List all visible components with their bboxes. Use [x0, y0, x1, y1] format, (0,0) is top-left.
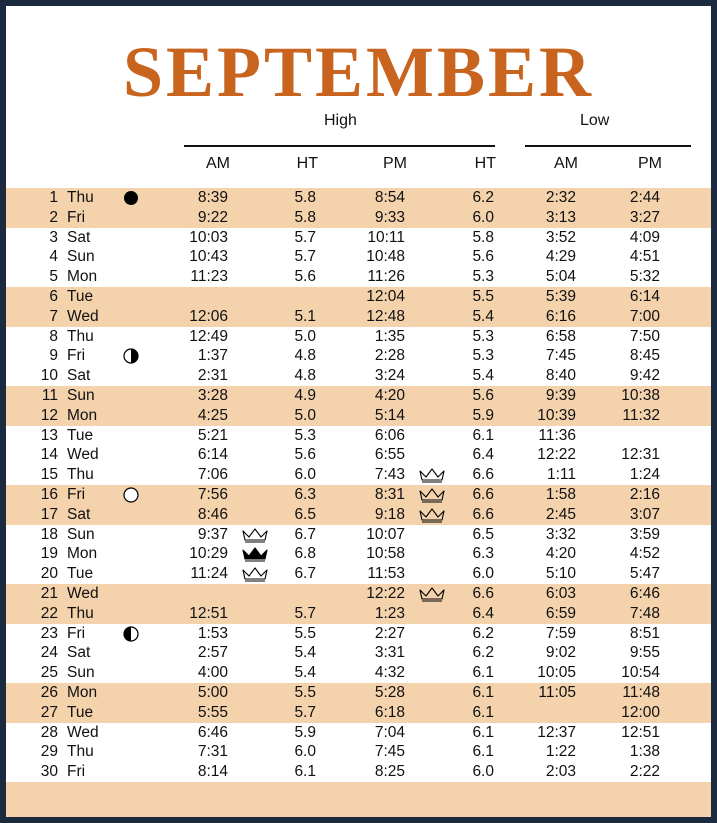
high-pm-height: 6.0 — [472, 565, 494, 583]
tide-day-number: 11 — [41, 386, 58, 404]
high-pm-height: 6.0 — [472, 208, 494, 226]
high-pm-height: 6.1 — [472, 723, 494, 741]
low-am-time: 6:16 — [545, 307, 576, 325]
low-am-time: 6:03 — [545, 584, 576, 602]
high-pm-time: 10:48 — [366, 248, 405, 266]
high-am-time: 7:56 — [197, 485, 228, 503]
tide-day-number: 3 — [49, 228, 58, 246]
last-quarter-moon-icon — [123, 626, 139, 642]
high-pm-time: 7:43 — [374, 466, 405, 484]
table-row — [6, 742, 711, 762]
high-group-rule — [184, 145, 495, 147]
high-am-time: 7:31 — [197, 743, 228, 761]
high-pm-time: 12:04 — [366, 287, 405, 305]
table-row — [6, 703, 711, 723]
high-pm-time: 10:11 — [367, 228, 405, 246]
table-row — [6, 762, 711, 782]
tide-weekday: Sat — [67, 644, 91, 662]
high-pm-height: 6.2 — [472, 624, 494, 642]
tide-day-number: 7 — [49, 307, 58, 325]
table-row — [6, 247, 711, 267]
high-pm-time: 5:14 — [374, 406, 405, 424]
tide-weekday: Sat — [67, 228, 91, 246]
low-am-time: 9:39 — [545, 386, 576, 404]
low-pm-time: 7:50 — [629, 327, 660, 345]
high-am-time: 1:53 — [197, 624, 228, 642]
low-pm-time: 2:22 — [629, 763, 660, 781]
low-am-time: 11:05 — [538, 683, 576, 701]
high-am-height: 5.5 — [294, 683, 316, 701]
high-am-height: 4.9 — [294, 386, 316, 404]
low-am-time: 7:45 — [545, 347, 576, 365]
tide-day-number: 14 — [40, 446, 58, 464]
high-am-time: 5:21 — [197, 426, 228, 444]
high-pm-time: 6:06 — [374, 426, 405, 444]
low-am-time: 3:52 — [545, 228, 576, 246]
table-row — [6, 406, 711, 426]
tide-weekday: Wed — [67, 584, 99, 602]
low-tide-group-label: Low — [580, 112, 610, 129]
tide-day-number: 15 — [40, 466, 58, 484]
table-row — [6, 426, 711, 446]
tide-day-number: 19 — [40, 545, 58, 563]
tide-day-number: 22 — [40, 604, 58, 622]
low-am-time: 2:45 — [545, 505, 576, 523]
high-am-height: 5.0 — [294, 406, 316, 424]
low-pm-time: 9:42 — [629, 367, 660, 385]
high-pm-height: 5.6 — [472, 386, 494, 404]
high-am-time: 6:46 — [197, 723, 228, 741]
high-pm-time: 10:07 — [366, 525, 405, 543]
low-pm-time: 4:51 — [629, 248, 660, 266]
table-row — [6, 485, 711, 505]
low-pm-time: 6:14 — [629, 287, 660, 305]
footer-band — [6, 782, 711, 817]
high-pm-time: 5:28 — [374, 683, 405, 701]
tide-day-number: 12 — [40, 406, 58, 424]
high-pm-height: 6.1 — [472, 664, 494, 682]
high-am-height: 6.8 — [294, 545, 316, 563]
low-am-time: 8:40 — [545, 367, 576, 385]
crown-icon — [418, 487, 446, 503]
high-pm-height: 5.8 — [472, 228, 494, 246]
high-pm-time: 1:35 — [374, 327, 405, 345]
low-pm-time: 9:55 — [629, 644, 660, 662]
tide-weekday: Sun — [67, 248, 95, 266]
tide-day-number: 25 — [40, 664, 58, 682]
tide-weekday: Fri — [67, 485, 86, 503]
low-pm-time: 8:51 — [629, 624, 660, 642]
tide-weekday: Thu — [67, 466, 94, 484]
high-am-height: 5.7 — [294, 604, 316, 622]
high-pm-height: 6.1 — [472, 683, 494, 701]
new-moon-icon — [123, 190, 139, 206]
high-pm-time: 12:22 — [366, 584, 405, 602]
high-am-height: 6.3 — [294, 485, 316, 503]
full-moon-icon — [123, 487, 139, 503]
high-am-time: 11:24 — [190, 565, 228, 583]
tide-day-number: 17 — [40, 505, 58, 523]
high-am-height: 6.7 — [294, 525, 316, 543]
low-am-time: 10:05 — [537, 664, 576, 682]
high-am-time: 5:00 — [197, 683, 228, 701]
low-pm-time: 4:09 — [629, 228, 660, 246]
high-am-time: 9:37 — [197, 525, 228, 543]
tide-day-number: 21 — [40, 584, 58, 602]
low-pm-time: 4:52 — [629, 545, 660, 563]
high-pm-height: 5.3 — [472, 268, 494, 286]
low-am-time: 7:59 — [545, 624, 576, 642]
high-am-time: 12:49 — [189, 327, 228, 345]
low-pm-time: 8:45 — [629, 347, 660, 365]
high-pm-height: 6.2 — [472, 644, 494, 662]
low-am-time: 5:10 — [545, 565, 576, 583]
high-pm-height: 6.0 — [472, 763, 494, 781]
tide-weekday: Sun — [67, 386, 95, 404]
high-pm-height: 5.4 — [472, 307, 494, 325]
table-row — [6, 584, 711, 604]
high-am-height: 6.0 — [294, 466, 316, 484]
tide-day-number: 23 — [40, 624, 58, 642]
high-am-time: 4:25 — [197, 406, 228, 424]
col-low-am: AM — [554, 155, 578, 172]
high-am-time: 6:14 — [197, 446, 228, 464]
tide-day-number: 18 — [40, 525, 58, 543]
tide-day-number: 20 — [40, 565, 58, 583]
high-pm-height: 6.1 — [472, 703, 494, 721]
tide-weekday: Tue — [67, 703, 94, 721]
high-pm-time: 7:45 — [374, 743, 405, 761]
high-am-height: 5.8 — [294, 208, 316, 226]
low-am-time: 4:20 — [545, 545, 576, 563]
low-pm-time: 1:38 — [629, 743, 660, 761]
low-pm-time: 7:48 — [629, 604, 660, 622]
low-am-time: 2:32 — [545, 189, 576, 206]
high-pm-height: 6.6 — [472, 505, 494, 523]
high-am-height: 5.8 — [294, 189, 316, 206]
low-pm-time: 2:44 — [629, 189, 660, 206]
tide-day-number: 8 — [49, 327, 58, 345]
low-pm-time: 12:00 — [621, 703, 660, 721]
high-pm-time: 4:32 — [374, 664, 405, 682]
high-pm-height: 6.4 — [472, 604, 494, 622]
high-pm-time: 12:48 — [366, 307, 405, 325]
table-row — [6, 564, 711, 584]
high-am-time: 10:29 — [189, 545, 228, 563]
tide-weekday: Thu — [67, 327, 94, 345]
month-title: SEPTEMBER — [122, 32, 595, 112]
tide-day-number: 29 — [40, 743, 58, 761]
tide-day-number: 1 — [49, 189, 58, 206]
high-am-time: 9:22 — [197, 208, 228, 226]
high-am-height: 6.0 — [294, 743, 316, 761]
table-row — [6, 188, 711, 208]
table-row — [6, 624, 711, 644]
low-am-time: 5:39 — [545, 287, 576, 305]
tide-weekday: Fri — [67, 347, 86, 365]
low-am-time: 9:02 — [545, 644, 576, 662]
tide-weekday: Mon — [67, 545, 98, 563]
low-am-time: 2:03 — [545, 763, 576, 781]
high-am-height: 5.4 — [294, 664, 316, 682]
table-row — [6, 663, 711, 683]
high-am-height: 5.3 — [294, 426, 316, 444]
table-row — [6, 604, 711, 624]
low-am-time: 10:39 — [537, 406, 576, 424]
high-am-height: 5.5 — [294, 624, 316, 642]
tide-day-number: 9 — [49, 347, 58, 365]
table-row — [6, 287, 711, 307]
table-row — [6, 683, 711, 703]
filled-crown-icon — [241, 546, 269, 562]
col-low-pm: PM — [638, 155, 662, 172]
high-pm-time: 9:18 — [374, 505, 405, 523]
high-pm-time: 6:55 — [374, 446, 405, 464]
tide-day-number: 10 — [40, 367, 58, 385]
high-pm-time: 7:04 — [374, 723, 405, 741]
low-am-time: 4:29 — [545, 248, 576, 266]
high-am-time: 11:23 — [190, 268, 228, 286]
low-am-time: 3:32 — [545, 525, 576, 543]
high-am-height: 5.0 — [294, 327, 316, 345]
tide-weekday: Sat — [67, 505, 91, 523]
tide-day-number: 24 — [40, 644, 58, 662]
crown-icon — [418, 467, 446, 483]
high-pm-time: 11:53 — [367, 565, 405, 583]
high-pm-time: 3:31 — [374, 644, 405, 662]
tide-weekday: Wed — [67, 446, 99, 464]
table-row — [6, 208, 711, 228]
col-high-pm: PM — [383, 155, 407, 172]
high-am-time: 7:06 — [197, 466, 228, 484]
low-pm-time: 3:07 — [629, 505, 660, 523]
high-pm-height: 5.3 — [472, 347, 494, 365]
tide-weekday: Mon — [67, 406, 98, 424]
low-pm-time: 10:54 — [621, 664, 660, 682]
crown-icon — [418, 586, 446, 602]
low-am-time: 12:22 — [537, 446, 576, 464]
col-high-pm-height: HT — [474, 155, 496, 172]
low-am-time: 1:11 — [546, 466, 576, 484]
low-pm-time: 3:59 — [629, 525, 660, 543]
high-pm-time: 6:18 — [374, 703, 405, 721]
high-pm-time: 8:54 — [374, 189, 405, 206]
high-am-height: 5.7 — [294, 703, 316, 721]
tide-day-number: 16 — [40, 485, 58, 503]
tide-calendar-card — [6, 6, 711, 817]
high-pm-height: 5.5 — [472, 287, 494, 305]
high-pm-height: 6.6 — [472, 466, 494, 484]
high-am-height: 6.5 — [294, 505, 316, 523]
table-row — [6, 723, 711, 743]
low-group-rule — [525, 145, 691, 147]
tide-weekday: Tue — [67, 426, 94, 444]
low-pm-time: 3:27 — [629, 208, 660, 226]
low-am-time: 5:04 — [545, 268, 576, 286]
low-pm-time: 5:47 — [629, 565, 660, 583]
low-am-time: 6:59 — [545, 604, 576, 622]
low-am-time: 1:58 — [545, 485, 576, 503]
col-high-am-height: HT — [296, 155, 318, 172]
table-row — [6, 445, 711, 465]
high-pm-time: 2:28 — [374, 347, 405, 365]
high-pm-height: 6.5 — [472, 525, 494, 543]
tide-weekday: Mon — [67, 268, 98, 286]
tide-day-number: 26 — [40, 683, 58, 701]
high-pm-time: 8:25 — [374, 763, 405, 781]
high-pm-time: 2:27 — [374, 624, 405, 642]
high-am-time: 12:51 — [189, 604, 228, 622]
tide-day-number: 5 — [49, 268, 58, 286]
high-am-time: 2:57 — [197, 644, 228, 662]
low-am-time: 11:36 — [538, 426, 576, 444]
tide-weekday: Tue — [67, 287, 94, 305]
high-pm-time: 9:33 — [374, 208, 405, 226]
high-am-height: 6.7 — [294, 565, 316, 583]
high-am-height: 5.9 — [294, 723, 316, 741]
tide-weekday: Sat — [67, 367, 91, 385]
high-pm-height: 5.4 — [472, 367, 494, 385]
table-row — [6, 386, 711, 406]
high-am-time: 8:46 — [197, 505, 228, 523]
high-am-time: 10:43 — [189, 248, 228, 266]
low-pm-time: 2:16 — [629, 485, 660, 503]
table-row — [6, 228, 711, 248]
tide-weekday: Wed — [67, 723, 99, 741]
low-pm-time: 11:32 — [622, 406, 660, 424]
tide-weekday: Wed — [67, 307, 99, 325]
tide-day-number: 30 — [40, 763, 58, 781]
high-am-time: 8:39 — [197, 189, 228, 206]
high-tide-group-label: High — [324, 112, 357, 129]
low-am-time: 12:37 — [537, 723, 576, 741]
low-pm-time: 12:31 — [621, 446, 660, 464]
tide-weekday: Sun — [67, 525, 95, 543]
tide-weekday: Tue — [67, 565, 94, 583]
tide-weekday: Fri — [67, 763, 86, 781]
tide-weekday: Mon — [67, 683, 98, 701]
high-pm-height: 6.6 — [472, 485, 494, 503]
high-am-time: 5:55 — [197, 703, 228, 721]
table-row — [6, 366, 711, 386]
table-row — [6, 327, 711, 347]
tide-weekday: Sun — [67, 664, 95, 682]
low-pm-time: 5:32 — [629, 268, 660, 286]
high-am-height: 5.7 — [294, 228, 316, 246]
table-row — [6, 307, 711, 327]
low-pm-time: 7:00 — [629, 307, 660, 325]
high-am-time: 8:14 — [197, 763, 228, 781]
high-am-time: 4:00 — [197, 664, 228, 682]
low-pm-time: 12:51 — [621, 723, 660, 741]
high-pm-height: 6.1 — [472, 743, 494, 761]
high-pm-time: 3:24 — [374, 367, 405, 385]
high-pm-height: 6.4 — [472, 446, 494, 464]
tide-day-number: 13 — [40, 426, 58, 444]
low-am-time: 3:13 — [545, 208, 576, 226]
tide-weekday: Thu — [67, 604, 94, 622]
high-am-height: 5.1 — [294, 307, 316, 325]
table-row — [6, 525, 711, 545]
tide-day-number: 4 — [49, 248, 58, 266]
col-high-am: AM — [206, 155, 230, 172]
high-pm-height: 5.3 — [472, 327, 494, 345]
high-am-height: 4.8 — [294, 347, 316, 365]
high-am-height: 4.8 — [294, 367, 316, 385]
high-am-time: 3:28 — [197, 386, 228, 404]
crown-icon — [241, 566, 269, 582]
low-pm-time: 6:46 — [629, 584, 660, 602]
low-pm-time: 1:24 — [629, 466, 660, 484]
table-row — [6, 267, 711, 287]
high-pm-time: 4:20 — [374, 386, 405, 404]
high-am-time: 2:31 — [197, 367, 228, 385]
tide-weekday: Thu — [67, 189, 94, 206]
tide-day-number: 6 — [49, 287, 58, 305]
high-am-time: 12:06 — [189, 307, 228, 325]
high-am-height: 5.6 — [294, 268, 316, 286]
first-quarter-moon-icon — [123, 348, 139, 364]
high-pm-height: 6.2 — [472, 189, 494, 206]
high-pm-time: 1:23 — [374, 604, 405, 622]
tide-day-number: 2 — [49, 208, 58, 226]
high-am-height: 5.7 — [294, 248, 316, 266]
table-row — [6, 465, 711, 485]
high-pm-time: 10:58 — [366, 545, 405, 563]
high-pm-height: 6.1 — [472, 426, 494, 444]
crown-icon — [241, 527, 269, 543]
high-pm-time: 11:26 — [367, 268, 405, 286]
high-am-height: 5.4 — [294, 644, 316, 662]
high-pm-height: 6.6 — [472, 584, 494, 602]
high-am-height: 5.6 — [294, 446, 316, 464]
table-row — [6, 346, 711, 366]
table-row — [6, 643, 711, 663]
high-pm-time: 8:31 — [374, 485, 405, 503]
high-pm-height: 5.9 — [472, 406, 494, 424]
table-row — [6, 505, 711, 525]
low-pm-time: 10:38 — [621, 386, 660, 404]
tide-day-number: 28 — [40, 723, 58, 741]
low-am-time: 1:22 — [545, 743, 576, 761]
tide-weekday: Thu — [67, 743, 94, 761]
tide-weekday: Fri — [67, 208, 86, 226]
high-pm-height: 5.6 — [472, 248, 494, 266]
crown-icon — [418, 507, 446, 523]
low-pm-time: 11:48 — [622, 683, 660, 701]
tide-weekday: Fri — [67, 624, 86, 642]
table-row — [6, 544, 711, 564]
high-am-height: 6.1 — [294, 763, 316, 781]
tide-table — [6, 188, 711, 782]
high-am-time: 10:03 — [189, 228, 228, 246]
high-pm-height: 6.3 — [472, 545, 494, 563]
low-am-time: 6:58 — [545, 327, 576, 345]
tide-day-number: 27 — [40, 703, 58, 721]
high-am-time: 1:37 — [197, 347, 228, 365]
